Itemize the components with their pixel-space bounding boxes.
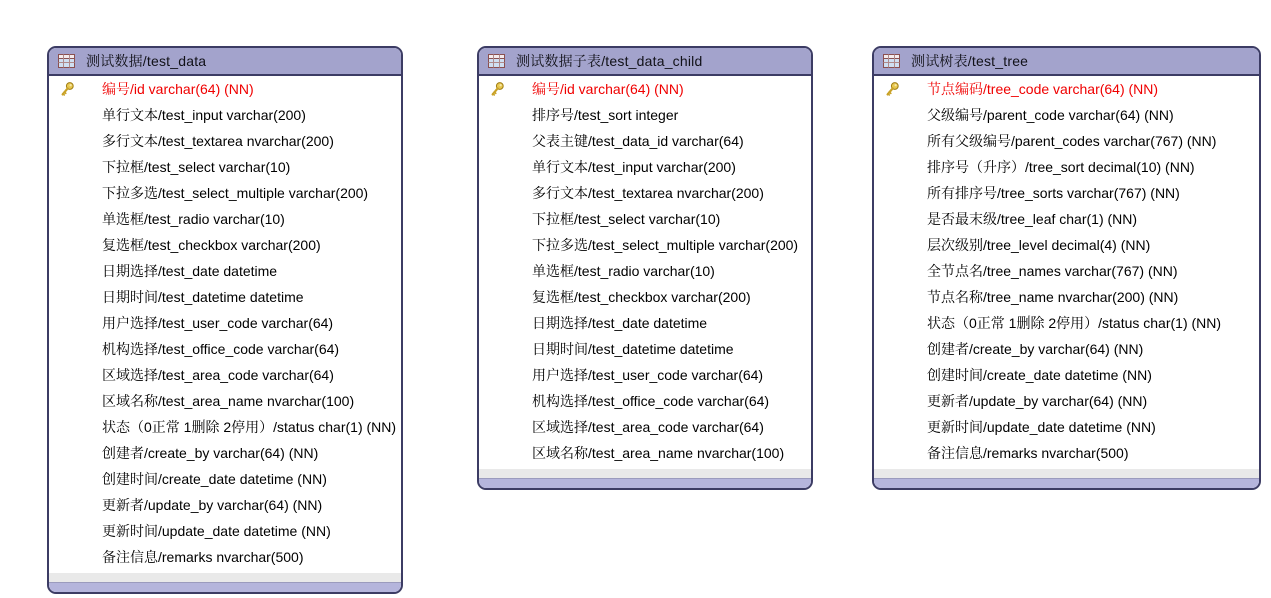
field-label: 复选框/test_checkbox varchar(200) <box>532 289 751 305</box>
table-footer-bar <box>49 583 401 592</box>
table-row[interactable] <box>49 76 401 102</box>
table-grid-icon <box>58 54 75 68</box>
field-label: 单选框/test_radio varchar(10) <box>532 263 715 279</box>
table-title: 测试数据子表/test_data_child <box>516 53 703 69</box>
table-row[interactable] <box>479 232 811 258</box>
field-label: 多行文本/test_textarea nvarchar(200) <box>532 185 764 201</box>
field-label: 所有父级编号/parent_codes varchar(767) (NN) <box>927 133 1217 149</box>
field-label: 层次级别/tree_level decimal(4) (NN) <box>927 237 1151 253</box>
table-row[interactable] <box>479 388 811 414</box>
table-row[interactable] <box>479 362 811 388</box>
primary-key-icon <box>489 81 505 97</box>
field-label: 日期选择/test_date datetime <box>102 263 278 279</box>
table-row[interactable] <box>49 180 401 206</box>
table-row[interactable] <box>874 102 1259 128</box>
field-label: 创建者/create_by varchar(64) (NN) <box>927 341 1144 357</box>
field-label: 机构选择/test_office_code varchar(64) <box>102 341 340 357</box>
table-row[interactable] <box>49 102 401 128</box>
field-label: 日期时间/test_datetime datetime <box>102 289 304 305</box>
table-row[interactable] <box>49 284 401 310</box>
field-label: 父表主键/test_data_id varchar(64) <box>532 133 744 149</box>
table-row[interactable] <box>874 180 1259 206</box>
field-label: 单选框/test_radio varchar(10) <box>102 211 285 227</box>
field-label: 编号/id varchar(64) (NN) <box>102 81 254 97</box>
table-row[interactable] <box>479 206 811 232</box>
table-row[interactable] <box>49 310 401 336</box>
field-label: 父级编号/parent_code varchar(64) (NN) <box>927 107 1174 123</box>
table-row[interactable] <box>479 414 811 440</box>
table-row[interactable] <box>874 206 1259 232</box>
table-footer-bar <box>874 479 1259 488</box>
table-row[interactable] <box>49 414 401 440</box>
field-label: 单行文本/test_input varchar(200) <box>102 107 306 123</box>
table-row[interactable] <box>49 232 401 258</box>
table-row[interactable] <box>479 154 811 180</box>
field-label: 下拉多选/test_select_multiple varchar(200) <box>532 237 799 253</box>
field-label: 单行文本/test_input varchar(200) <box>532 159 736 175</box>
table-title: 测试数据/test_data <box>86 53 207 69</box>
table-row[interactable] <box>49 154 401 180</box>
field-label: 更新者/update_by varchar(64) (NN) <box>102 497 323 513</box>
field-label: 创建者/create_by varchar(64) (NN) <box>102 445 319 461</box>
table-row[interactable] <box>49 544 401 570</box>
table-row[interactable] <box>874 154 1259 180</box>
table-footer-section <box>479 469 811 479</box>
field-label: 区域名称/test_area_name nvarchar(100) <box>532 445 785 461</box>
field-label: 节点名称/tree_name nvarchar(200) (NN) <box>927 289 1179 305</box>
table-row[interactable] <box>49 388 401 414</box>
table-row[interactable] <box>49 128 401 154</box>
table-footer-bar <box>479 479 811 488</box>
field-label: 区域选择/test_area_code varchar(64) <box>532 419 764 435</box>
field-label: 编号/id varchar(64) (NN) <box>532 81 684 97</box>
table-row[interactable] <box>874 232 1259 258</box>
table-row[interactable] <box>874 284 1259 310</box>
table-row[interactable] <box>479 336 811 362</box>
table-header[interactable] <box>479 48 811 76</box>
field-label: 下拉框/test_select varchar(10) <box>102 159 291 175</box>
table-row[interactable] <box>479 76 811 102</box>
field-label: 区域名称/test_area_name nvarchar(100) <box>102 393 355 409</box>
table-row[interactable] <box>479 128 811 154</box>
table-row[interactable] <box>49 466 401 492</box>
table-row[interactable] <box>479 284 811 310</box>
field-label: 用户选择/test_user_code varchar(64) <box>102 315 334 331</box>
table-row[interactable] <box>479 102 811 128</box>
field-label: 多行文本/test_textarea nvarchar(200) <box>102 133 334 149</box>
table-title: 测试树表/test_tree <box>911 53 1029 69</box>
field-label: 下拉多选/test_select_multiple varchar(200) <box>102 185 369 201</box>
field-label: 下拉框/test_select varchar(10) <box>532 211 721 227</box>
field-label: 更新者/update_by varchar(64) (NN) <box>927 393 1148 409</box>
table-grid-icon <box>883 54 900 68</box>
field-label: 更新时间/update_date datetime (NN) <box>102 523 331 539</box>
field-label: 状态（0正常 1删除 2停用）/status char(1) (NN) <box>927 315 1222 331</box>
table-row[interactable] <box>874 336 1259 362</box>
table-row[interactable] <box>49 492 401 518</box>
table-row[interactable] <box>49 362 401 388</box>
field-label: 日期选择/test_date datetime <box>532 315 708 331</box>
table-row[interactable] <box>479 310 811 336</box>
table-row[interactable] <box>874 414 1259 440</box>
table-node-test_tree[interactable] <box>872 46 1261 490</box>
field-label: 日期时间/test_datetime datetime <box>532 341 734 357</box>
table-row[interactable] <box>874 388 1259 414</box>
field-label: 节点编码/tree_code varchar(64) (NN) <box>927 81 1159 97</box>
table-row[interactable] <box>874 128 1259 154</box>
field-label: 是否最末级/tree_leaf char(1) (NN) <box>927 211 1138 227</box>
table-field-list <box>874 76 1259 466</box>
field-label: 所有排序号/tree_sorts varchar(767) (NN) <box>927 185 1180 201</box>
table-row[interactable] <box>479 440 811 466</box>
field-label: 区域选择/test_area_code varchar(64) <box>102 367 334 383</box>
table-row[interactable] <box>49 336 401 362</box>
table-row[interactable] <box>49 258 401 284</box>
table-row[interactable] <box>874 76 1259 102</box>
field-label: 复选框/test_checkbox varchar(200) <box>102 237 321 253</box>
table-row[interactable] <box>479 258 811 284</box>
table-field-list <box>49 76 401 570</box>
field-label: 用户选择/test_user_code varchar(64) <box>532 367 764 383</box>
table-row[interactable] <box>49 518 401 544</box>
table-header[interactable] <box>874 48 1259 76</box>
field-label: 机构选择/test_office_code varchar(64) <box>532 393 770 409</box>
field-label: 状态（0正常 1删除 2停用）/status char(1) (NN) <box>102 419 397 435</box>
primary-key-icon <box>884 81 900 97</box>
table-row[interactable] <box>874 258 1259 284</box>
field-label: 备注信息/remarks nvarchar(500) <box>102 549 304 565</box>
field-label: 全节点名/tree_names varchar(767) (NN) <box>927 263 1178 279</box>
field-label: 更新时间/update_date datetime (NN) <box>927 419 1156 435</box>
table-row[interactable] <box>874 310 1259 336</box>
table-field-list <box>479 76 811 466</box>
field-label: 创建时间/create_date datetime (NN) <box>102 471 327 487</box>
table-node-test_data[interactable] <box>47 46 403 594</box>
table-node-test_data_child[interactable] <box>477 46 813 490</box>
table-footer-section <box>874 469 1259 479</box>
field-label: 备注信息/remarks nvarchar(500) <box>927 445 1129 461</box>
field-label: 排序号/test_sort integer <box>532 107 679 123</box>
table-grid-icon <box>488 54 505 68</box>
field-label: 创建时间/create_date datetime (NN) <box>927 367 1152 383</box>
table-header[interactable] <box>49 48 401 76</box>
table-footer-section <box>49 573 401 583</box>
table-row[interactable] <box>49 440 401 466</box>
primary-key-icon <box>59 81 75 97</box>
table-row[interactable] <box>874 440 1259 466</box>
table-row[interactable] <box>49 206 401 232</box>
table-row[interactable] <box>479 180 811 206</box>
field-label: 排序号（升序）/tree_sort decimal(10) (NN) <box>927 159 1195 175</box>
table-row[interactable] <box>874 362 1259 388</box>
